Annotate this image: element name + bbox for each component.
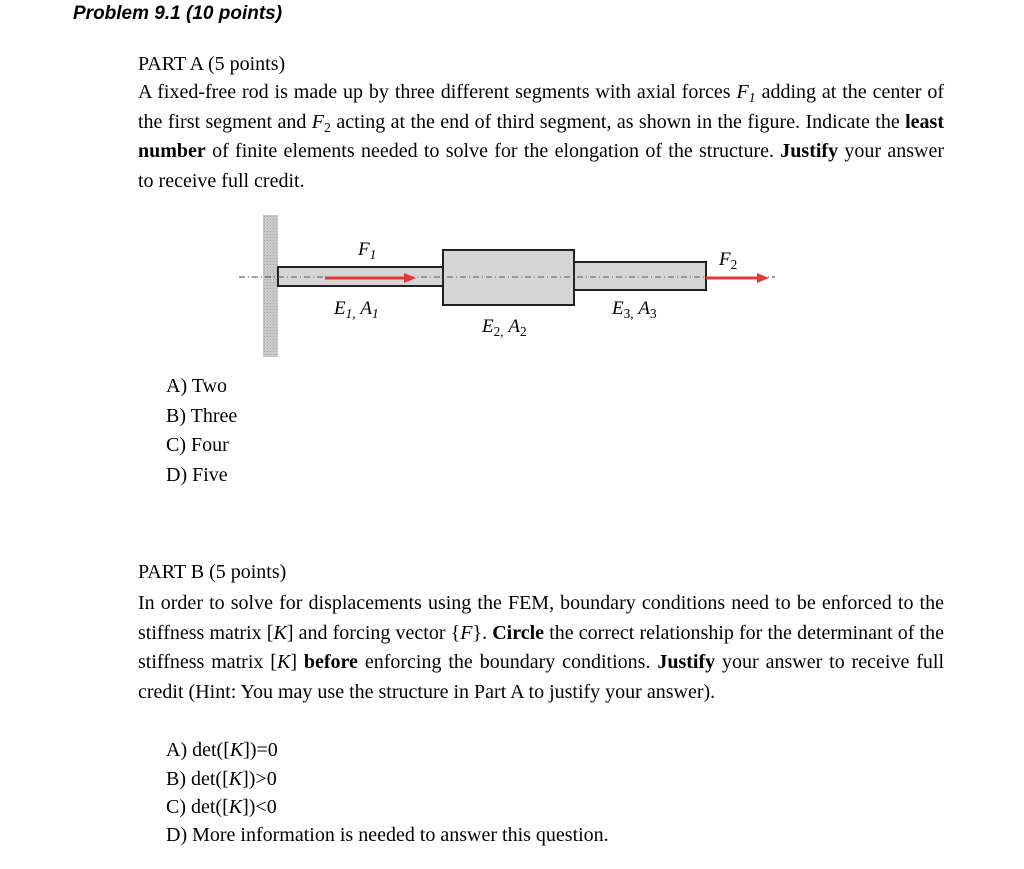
f2-label: $F_2$ (719, 249, 738, 272)
problem-title: Problem 9.1 (10 points) (73, 3, 283, 24)
segment-3 (574, 262, 706, 290)
option-b-d[interactable]: D) More information is needed to answer this question. (166, 824, 609, 846)
option-b-c[interactable]: C) det([K])<0 (166, 796, 277, 818)
option-c[interactable]: C) Four (166, 434, 229, 456)
option-d[interactable]: D) Five (166, 464, 228, 486)
f2-symbol: F (311, 110, 324, 133)
part-b-question: In order to solve for displacements using the FEM, boundary conditions need to be enforced to the stiffness matrix [K] and forcing vector {F}. Circle the correct relationship for the determinant of the stiffness matrix [K] before enforcing the boundary conditions. Justify your answer to receive full credit (Hint: You may use the structure in Part A to justify your answer). (138, 592, 944, 703)
segment-3-label: $E_{3,}$ $A_3$ (612, 298, 657, 321)
f1-label: $F_1$ (358, 239, 377, 262)
option-b-b[interactable]: B) det([K])>0 (166, 768, 277, 790)
f2-arrow-head (757, 273, 769, 283)
segment-1-label: $E_{1,}$ $A_1$ (334, 298, 379, 321)
option-b-a[interactable]: A) det([K])=0 (166, 739, 278, 761)
option-b[interactable]: B) Three (166, 405, 238, 427)
segment-2-label: $E_{2,}$ $A_2$ (482, 316, 527, 339)
f1-symbol: F (736, 81, 749, 103)
option-a[interactable]: A) Two (166, 375, 228, 397)
fixed-wall (263, 215, 278, 357)
part-a-heading: PART A (5 points) (138, 53, 286, 75)
part-a-question: A fixed-free rod is made up by three different segments with axial forces $F_1$ adding at the center of the first segment and $F_2$ acting at the end of third segment, as shown in the figure. Indicate the least number of finite elements needed to solve for the elongation of the structure. Justify your answer to receive full credit. (138, 81, 944, 192)
part-b-heading: PART B (5 points) (138, 561, 287, 583)
